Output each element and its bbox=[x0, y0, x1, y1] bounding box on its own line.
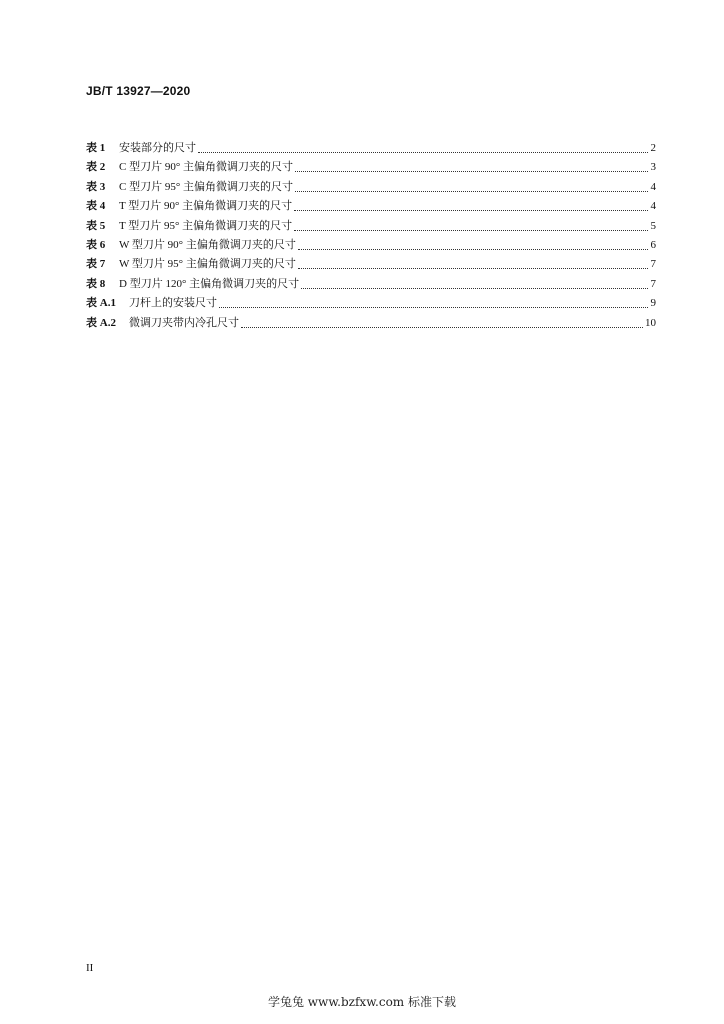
toc-leader-dots bbox=[241, 314, 643, 328]
toc-entry-page: 4 bbox=[650, 200, 656, 213]
document-id: JB/T 13927—2020 bbox=[86, 84, 191, 98]
toc-entry[interactable] bbox=[86, 314, 656, 333]
toc-entry-title: C 型刀片 90° 主偏角微调刀夹的尺寸 bbox=[119, 161, 293, 174]
toc-entry-title: D 型刀片 120° 主偏角微调刀夹的尺寸 bbox=[119, 277, 300, 290]
toc-entry-page: 7 bbox=[650, 258, 656, 271]
toc-entry-page: 10 bbox=[645, 316, 656, 329]
toc-entry[interactable] bbox=[86, 178, 656, 197]
toc-entry-label: 表 8 bbox=[86, 277, 106, 290]
toc-entry[interactable] bbox=[86, 217, 656, 236]
toc-entry-page: 4 bbox=[650, 180, 656, 193]
toc-entry-label: 表 5 bbox=[86, 219, 106, 232]
toc-entry-title: W 型刀片 90° 主偏角微调刀夹的尺寸 bbox=[119, 238, 296, 251]
toc-entry-page: 6 bbox=[650, 238, 656, 251]
toc-entry-label: 表 A.2 bbox=[86, 316, 116, 329]
toc-entry-page: 3 bbox=[650, 161, 656, 174]
toc-entry[interactable] bbox=[86, 294, 656, 313]
toc-entry-title: 微调刀夹带内冷孔尺寸 bbox=[129, 316, 239, 329]
toc-entry-title: T 型刀片 95° 主偏角微调刀夹的尺寸 bbox=[119, 219, 293, 232]
toc-leader-dots bbox=[295, 158, 648, 172]
toc-entry[interactable] bbox=[86, 197, 656, 216]
toc-entry-label: 表 3 bbox=[86, 180, 106, 193]
toc-entry-label: 表 6 bbox=[86, 238, 106, 251]
toc-entry-title: T 型刀片 90° 主偏角微调刀夹的尺寸 bbox=[119, 200, 293, 213]
toc-entry-label: 表 A.1 bbox=[86, 297, 116, 310]
toc-leader-dots bbox=[198, 139, 648, 153]
toc-leader-dots bbox=[294, 217, 648, 231]
toc-entry-label: 表 4 bbox=[86, 200, 106, 213]
toc-entry-page: 7 bbox=[650, 277, 656, 290]
toc-entry[interactable] bbox=[86, 139, 656, 158]
toc-leader-dots bbox=[219, 294, 648, 308]
toc-leader-dots bbox=[295, 178, 648, 192]
toc-entry-title: 刀杆上的安装尺寸 bbox=[129, 297, 217, 310]
toc-leader-dots bbox=[298, 255, 648, 269]
toc-entry-label: 表 7 bbox=[86, 258, 106, 271]
page-number: II bbox=[86, 962, 94, 974]
table-of-contents bbox=[86, 139, 656, 333]
toc-leader-dots bbox=[301, 275, 648, 289]
toc-entry-label: 表 1 bbox=[86, 142, 106, 154]
toc-entry-page: 9 bbox=[650, 297, 656, 310]
toc-leader-dots bbox=[298, 236, 648, 250]
toc-entry[interactable] bbox=[86, 255, 656, 274]
toc-leader-dots bbox=[294, 197, 648, 211]
toc-entry-title: C 型刀片 95° 主偏角微调刀夹的尺寸 bbox=[119, 180, 293, 193]
toc-entry[interactable] bbox=[86, 236, 656, 255]
footer-watermark: 学兔兔 www.bzfxw.com 标准下载 bbox=[267, 995, 457, 1009]
toc-entry-page: 5 bbox=[650, 219, 656, 232]
toc-entry-page: 2 bbox=[650, 142, 656, 154]
toc-entry-title: 安装部分的尺寸 bbox=[119, 142, 196, 154]
toc-entry-label: 表 2 bbox=[86, 161, 106, 174]
toc-entry[interactable] bbox=[86, 158, 656, 177]
toc-entry-title: W 型刀片 95° 主偏角微调刀夹的尺寸 bbox=[119, 258, 296, 271]
toc-entry[interactable] bbox=[86, 275, 656, 294]
